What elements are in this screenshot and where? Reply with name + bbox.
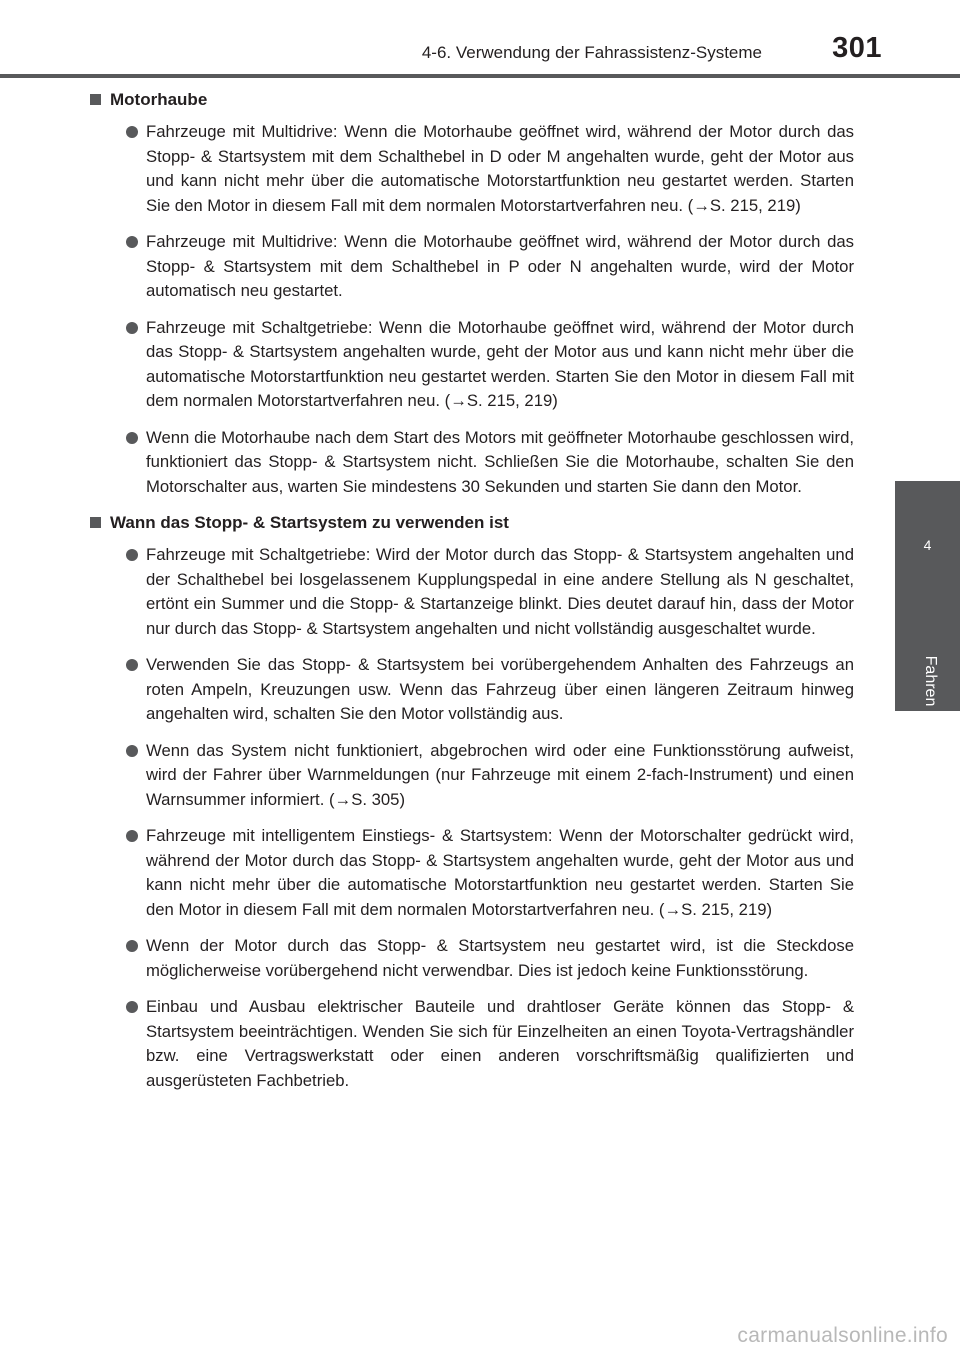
square-bullet-icon bbox=[90, 94, 101, 105]
list-item-text: Fahrzeuge mit Schaltgetriebe: Wird der Motor durch das Stopp- & Startsystem angehalten und der Schalthebel bei losgelassenem Kupplungspedal in eine andere Stellung als N geschaltet, ertönt ein Summer und die Stopp- & Startanzeige blinkt. Dies deutet darauf hin, dass der Motor nur durch das Stopp- & Startsystem angehalten und nicht vollständig ausgeschaltet wurde. bbox=[146, 545, 854, 638]
list-item-text: Fahrzeuge mit Schaltgetriebe: Wenn die Motorhaube geöffnet wird, während der Motor durch das Stopp- & Startsystem angehalten wurde, geht der Motor aus und kann nicht mehr über die automatische Motorstartfunktion neu gestartet werden. Starten Sie den Motor in diesem Fall mit dem normalen Motorstartverfahren neu. (→S. 215, 219) bbox=[146, 317, 854, 410]
chapter-tab-label: Fahren bbox=[922, 655, 939, 707]
round-bullet-icon bbox=[126, 549, 138, 561]
section-stopp-start-usage bbox=[110, 511, 854, 1093]
page-content bbox=[110, 88, 854, 1105]
list-item-text: Fahrzeuge mit Multidrive: Wenn die Motorhaube geöffnet wird, während der Motor durch das Stopp- & Startsystem mit dem Schalthebel in P oder N angehalten wurde, wird der Motor automatisch neu gestartet. bbox=[146, 232, 854, 300]
list-item-text: Fahrzeuge mit intelligentem Einstiegs- & Startsystem: Wenn der Motorschalter gedrückt wird, während der Motor durch das Stopp- & Startsystem angehalten wurde, geht der Motor aus und kann nicht mehr über die automatische Motorstartfunktion neu gestartet werden. Starten Sie den Motor in diesem Fall mit dem normalen Motorstartverfahren neu. (→S. 215, 219) bbox=[146, 826, 854, 919]
list-item bbox=[110, 934, 854, 983]
round-bullet-icon bbox=[126, 1001, 138, 1013]
list-item-text: Wenn das System nicht funktioniert, abgebrochen wird oder eine Funktionsstörung aufweist, wird der Fahrer über Warnmeldungen (nur Fahrzeuge mit einem 2-fach-Instrument) und einen Warnsummer informiert. (→S. 305) bbox=[146, 740, 854, 809]
round-bullet-icon bbox=[126, 659, 138, 671]
round-bullet-icon bbox=[126, 745, 138, 757]
list-item bbox=[110, 824, 854, 922]
watermark: carmanualsonline.info bbox=[737, 1324, 948, 1347]
list-item-text: Einbau und Ausbau elektrischer Bauteile und drahtloser Geräte können das Stopp- & Startsystem beeinträchtigen. Wenden Sie sich für Einzelheiten an einen Toyota-Vertragshändler bzw. eine Vertragswerkstatt oder einen anderen vorschriftsmäßig qualifizierten und ausgerüsteten Fachbetrieb. bbox=[146, 997, 854, 1090]
round-bullet-icon bbox=[126, 940, 138, 952]
round-bullet-icon bbox=[126, 322, 138, 334]
list-item bbox=[110, 426, 854, 500]
chapter-tab-label-wrap bbox=[915, 651, 945, 711]
page-number: 301 bbox=[832, 32, 882, 64]
list-item-text: Fahrzeuge mit Multidrive: Wenn die Motorhaube geöffnet wird, während der Motor durch das Stopp- & Startsystem mit dem Schalthebel in D oder M angehalten wurde, geht der Motor aus und kann nicht mehr über die automatische Motorstartfunktion neu gestartet werden. Starten Sie den Motor in diesem Fall mit dem normalen Motorstartverfahren neu. (→S. 215, 219) bbox=[146, 122, 854, 215]
page-header bbox=[0, 0, 960, 80]
chapter-title: 4-6. Verwendung der Fahrassistenz-Systeme bbox=[421, 43, 762, 62]
header-rule bbox=[0, 74, 960, 78]
list-item bbox=[110, 995, 854, 1093]
list-item bbox=[110, 120, 854, 218]
square-bullet-icon bbox=[90, 517, 101, 528]
list-item-text: Verwenden Sie das Stopp- & Startsystem bei vorübergehendem Anhalten des Fahrzeugs an roten Ampeln, Kreuzungen usw. Wenn das Fahrzeug über einen längeren Zeitraum hinweg angehalten wird, schalten Sie den Motor vollständig aus. bbox=[146, 655, 854, 723]
list-item-text: Wenn der Motor durch das Stopp- & Startsystem neu gestartet wird, ist die Steckdose möglicherweise vorübergehend nicht verwendbar. Dies ist jedoch keine Funktionsstörung. bbox=[146, 936, 854, 980]
list-item bbox=[110, 739, 854, 813]
list-item bbox=[110, 316, 854, 414]
section-heading bbox=[90, 511, 834, 535]
list-item bbox=[110, 543, 854, 641]
chapter-tab-number: 4 bbox=[923, 537, 932, 553]
section-heading bbox=[90, 88, 834, 112]
section-heading-text: Wann das Stopp- & Startsystem zu verwenden ist bbox=[110, 513, 509, 532]
list-item bbox=[110, 653, 854, 727]
section-motorhaube bbox=[110, 88, 854, 499]
round-bullet-icon bbox=[126, 830, 138, 842]
list-item-text: Wenn die Motorhaube nach dem Start des Motors mit geöffneter Motorhaube geschlossen wird, funktioniert das Stopp- & Startsystem nicht. Schließen Sie die Motorhaube, schalten Sie den Motorschalter aus, warten Sie mindestens 30 Sekunden und starten Sie dann den Motor. bbox=[146, 427, 854, 496]
chapter-side-tab bbox=[895, 481, 960, 711]
round-bullet-icon bbox=[126, 126, 138, 138]
list-item bbox=[110, 230, 854, 304]
section-heading-text: Motorhaube bbox=[110, 90, 208, 109]
round-bullet-icon bbox=[126, 236, 138, 248]
round-bullet-icon bbox=[126, 432, 138, 444]
